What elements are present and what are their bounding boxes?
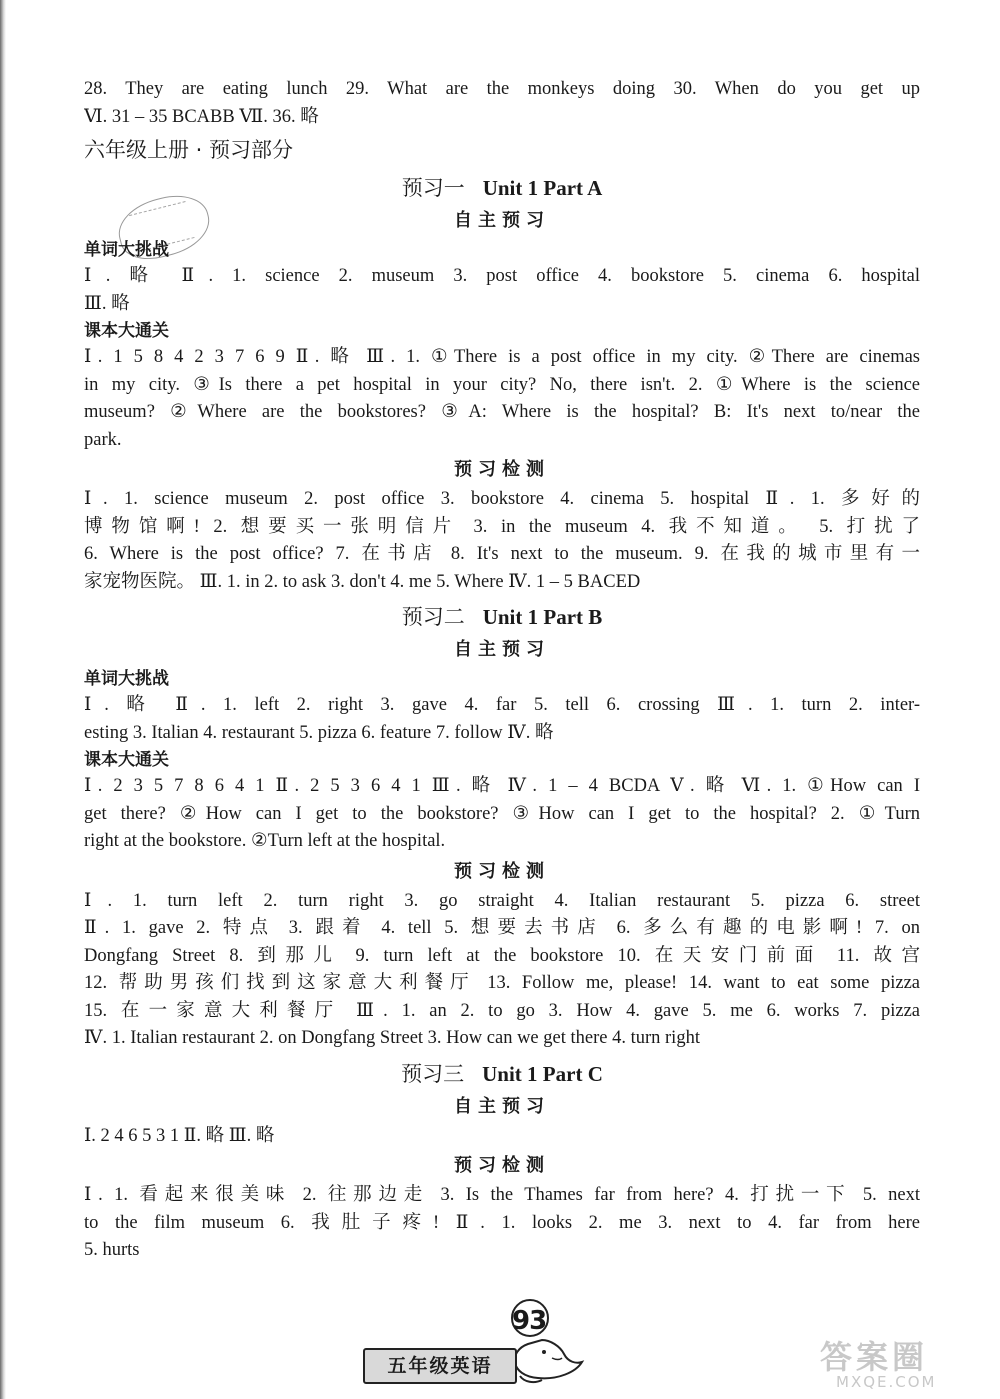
answer-line: 博物馆啊! 2. 想要买一张明信片 3. in the museum 4. 我不知道。 5. 打扰了 — [84, 516, 920, 537]
answer-line: 5. hurts — [84, 1240, 140, 1260]
sub-heading: 自主预习 — [454, 639, 550, 660]
answer-line: Ⅰ. 略 Ⅱ. 1. science 2. museum 3. post office 4. bookstore 5. cinema 6. hospital — [84, 266, 920, 286]
answer-line: right at the bookstore. ②Turn left at the hospital. — [84, 831, 446, 851]
answer-line: esting 3. Italian 4. restaurant 5. pizza 6. feature 7. follow Ⅳ. 略 — [84, 722, 554, 743]
answer-line: Ⅰ. 1. science museum 2. post office 3. bookstore 4. cinema 5. hospital Ⅱ. 1. 多好的 — [84, 489, 920, 509]
answer-line: 15. 在一家意大利餐厅 Ⅲ. 1. an 2. to go 3. How 4. gave 5. me 6. works 7. pizza — [84, 1000, 920, 1021]
sub-heading: 预习检测 — [454, 860, 550, 882]
answer-line: Ⅰ. 1. 看起来很美味 2. 往那边走 3. Is the Thames far from here? 4. 打扰一下 5. next — [84, 1185, 920, 1205]
answer-line: Ⅱ. 1. gave 2. 特点 3. 跟着 4. tell 5. 想要去书店 6. 多么有趣的电影啊! 7. on — [84, 918, 920, 938]
unit-title-en: Unit 1 Part B — [482, 605, 603, 629]
scan-left-edge — [0, 0, 6, 1399]
answer-line: 12. 帮助男孩们找到这家意大利餐厅 13. Follow me, please! 14. want to eat some pizza — [84, 973, 920, 993]
watermark — [820, 1340, 990, 1390]
category-label: 单词大挑战 — [84, 669, 169, 689]
page-number: 93 — [512, 1306, 547, 1336]
category-label: 单词大挑战 — [84, 240, 169, 260]
answer-line: 6. Where is the post office? 7. 在书店 8. It's next to the museum. 9. 在我的城市里有一 — [84, 544, 920, 564]
answer-line: 家宠物医院。 Ⅲ. 1. in 2. to ask 3. don't 4. me 5. Where Ⅳ. 1 – 5 BACED — [84, 571, 641, 592]
book-label: 五年级英语 — [363, 1348, 517, 1384]
answer-line: Ⅰ. 略 Ⅱ. 1. left 2. right 3. gave 4. far 5. tell 6. crossing Ⅲ. 1. turn 2. inter- — [84, 695, 920, 715]
section-title: 六年级上册 · 预习部分 — [84, 138, 294, 162]
answer-line: Ⅵ. 31 – 35 BCABB Ⅶ. 36. 略 — [84, 106, 319, 127]
answer-line: get there? ②How can I get to the bookstore? ③How can I get to the hospital? 2. ①Turn — [84, 803, 920, 824]
sub-heading: 自主预习 — [454, 1095, 550, 1117]
sub-heading: 预习检测 — [454, 459, 550, 480]
unit-title-zh: 预习二 — [401, 605, 465, 629]
units-container — [84, 171, 920, 1265]
answer-line: Ⅳ. 1. Italian restaurant 2. on Dongfang Street 3. How can we get there 4. turn right — [84, 1028, 700, 1048]
answer-line: Ⅰ. 2 4 6 5 3 1 Ⅱ. 略 Ⅲ. 略 — [84, 1125, 275, 1146]
answer-line: Dongfang Street 8. 到那儿 9. turn left at the bookstore 10. 在天安门前面 11. 故宫 — [84, 945, 920, 966]
answer-line: to the film museum 6. 我肚子疼! Ⅱ. 1. looks 2. me 3. next to 4. far from here — [84, 1212, 920, 1233]
answer-line: Ⅰ. 1 5 8 4 2 3 7 6 9 Ⅱ. 略 Ⅲ. 1. ①There is a post office in my city. ②There are cinemas — [84, 347, 920, 367]
answer-page — [84, 76, 920, 1265]
unit-title — [84, 600, 920, 634]
answer-line: Ⅰ. 2 3 5 7 8 6 4 1 Ⅱ. 2 5 3 6 4 1 Ⅲ. 略 Ⅳ. 1 – 4 BCDA Ⅴ. 略 Ⅵ. 1. ①How can I — [84, 776, 920, 796]
unit-title-zh: 预习三 — [401, 1061, 465, 1086]
answer-line: in my city. ③Is there a pet hospital in your city? No, there isn't. 2. ①Where is the science — [84, 374, 920, 395]
unit-title-zh: 预习一 — [401, 176, 465, 200]
watermark-logo-text: 答案圈 — [820, 1338, 929, 1376]
sub-heading: 预习检测 — [454, 1155, 550, 1176]
unit-title — [84, 171, 920, 205]
answer-line: 28. They are eating lunch 29. What are the monkeys doing 30. When do you get up — [84, 79, 920, 99]
unit-title-en: Unit 1 Part A — [482, 176, 603, 200]
answer-line: museum? ②Where are the bookstores? ③A: Where is the hospital? B: It's next to/near the — [84, 402, 920, 422]
watermark-url: MXQE.COM — [836, 1373, 937, 1391]
answer-line: Ⅲ. 略 — [84, 293, 130, 314]
sub-heading: 自主预习 — [454, 210, 550, 231]
answer-line: park. — [84, 429, 122, 450]
unit-title — [84, 1057, 920, 1091]
category-label: 课本大通关 — [84, 321, 169, 341]
answer-line: Ⅰ. 1. turn left 2. turn right 3. go straight 4. Italian restaurant 5. pizza 6. street — [84, 890, 920, 911]
category-label: 课本大通关 — [84, 750, 169, 770]
unit-title-en: Unit 1 Part C — [482, 1061, 603, 1086]
